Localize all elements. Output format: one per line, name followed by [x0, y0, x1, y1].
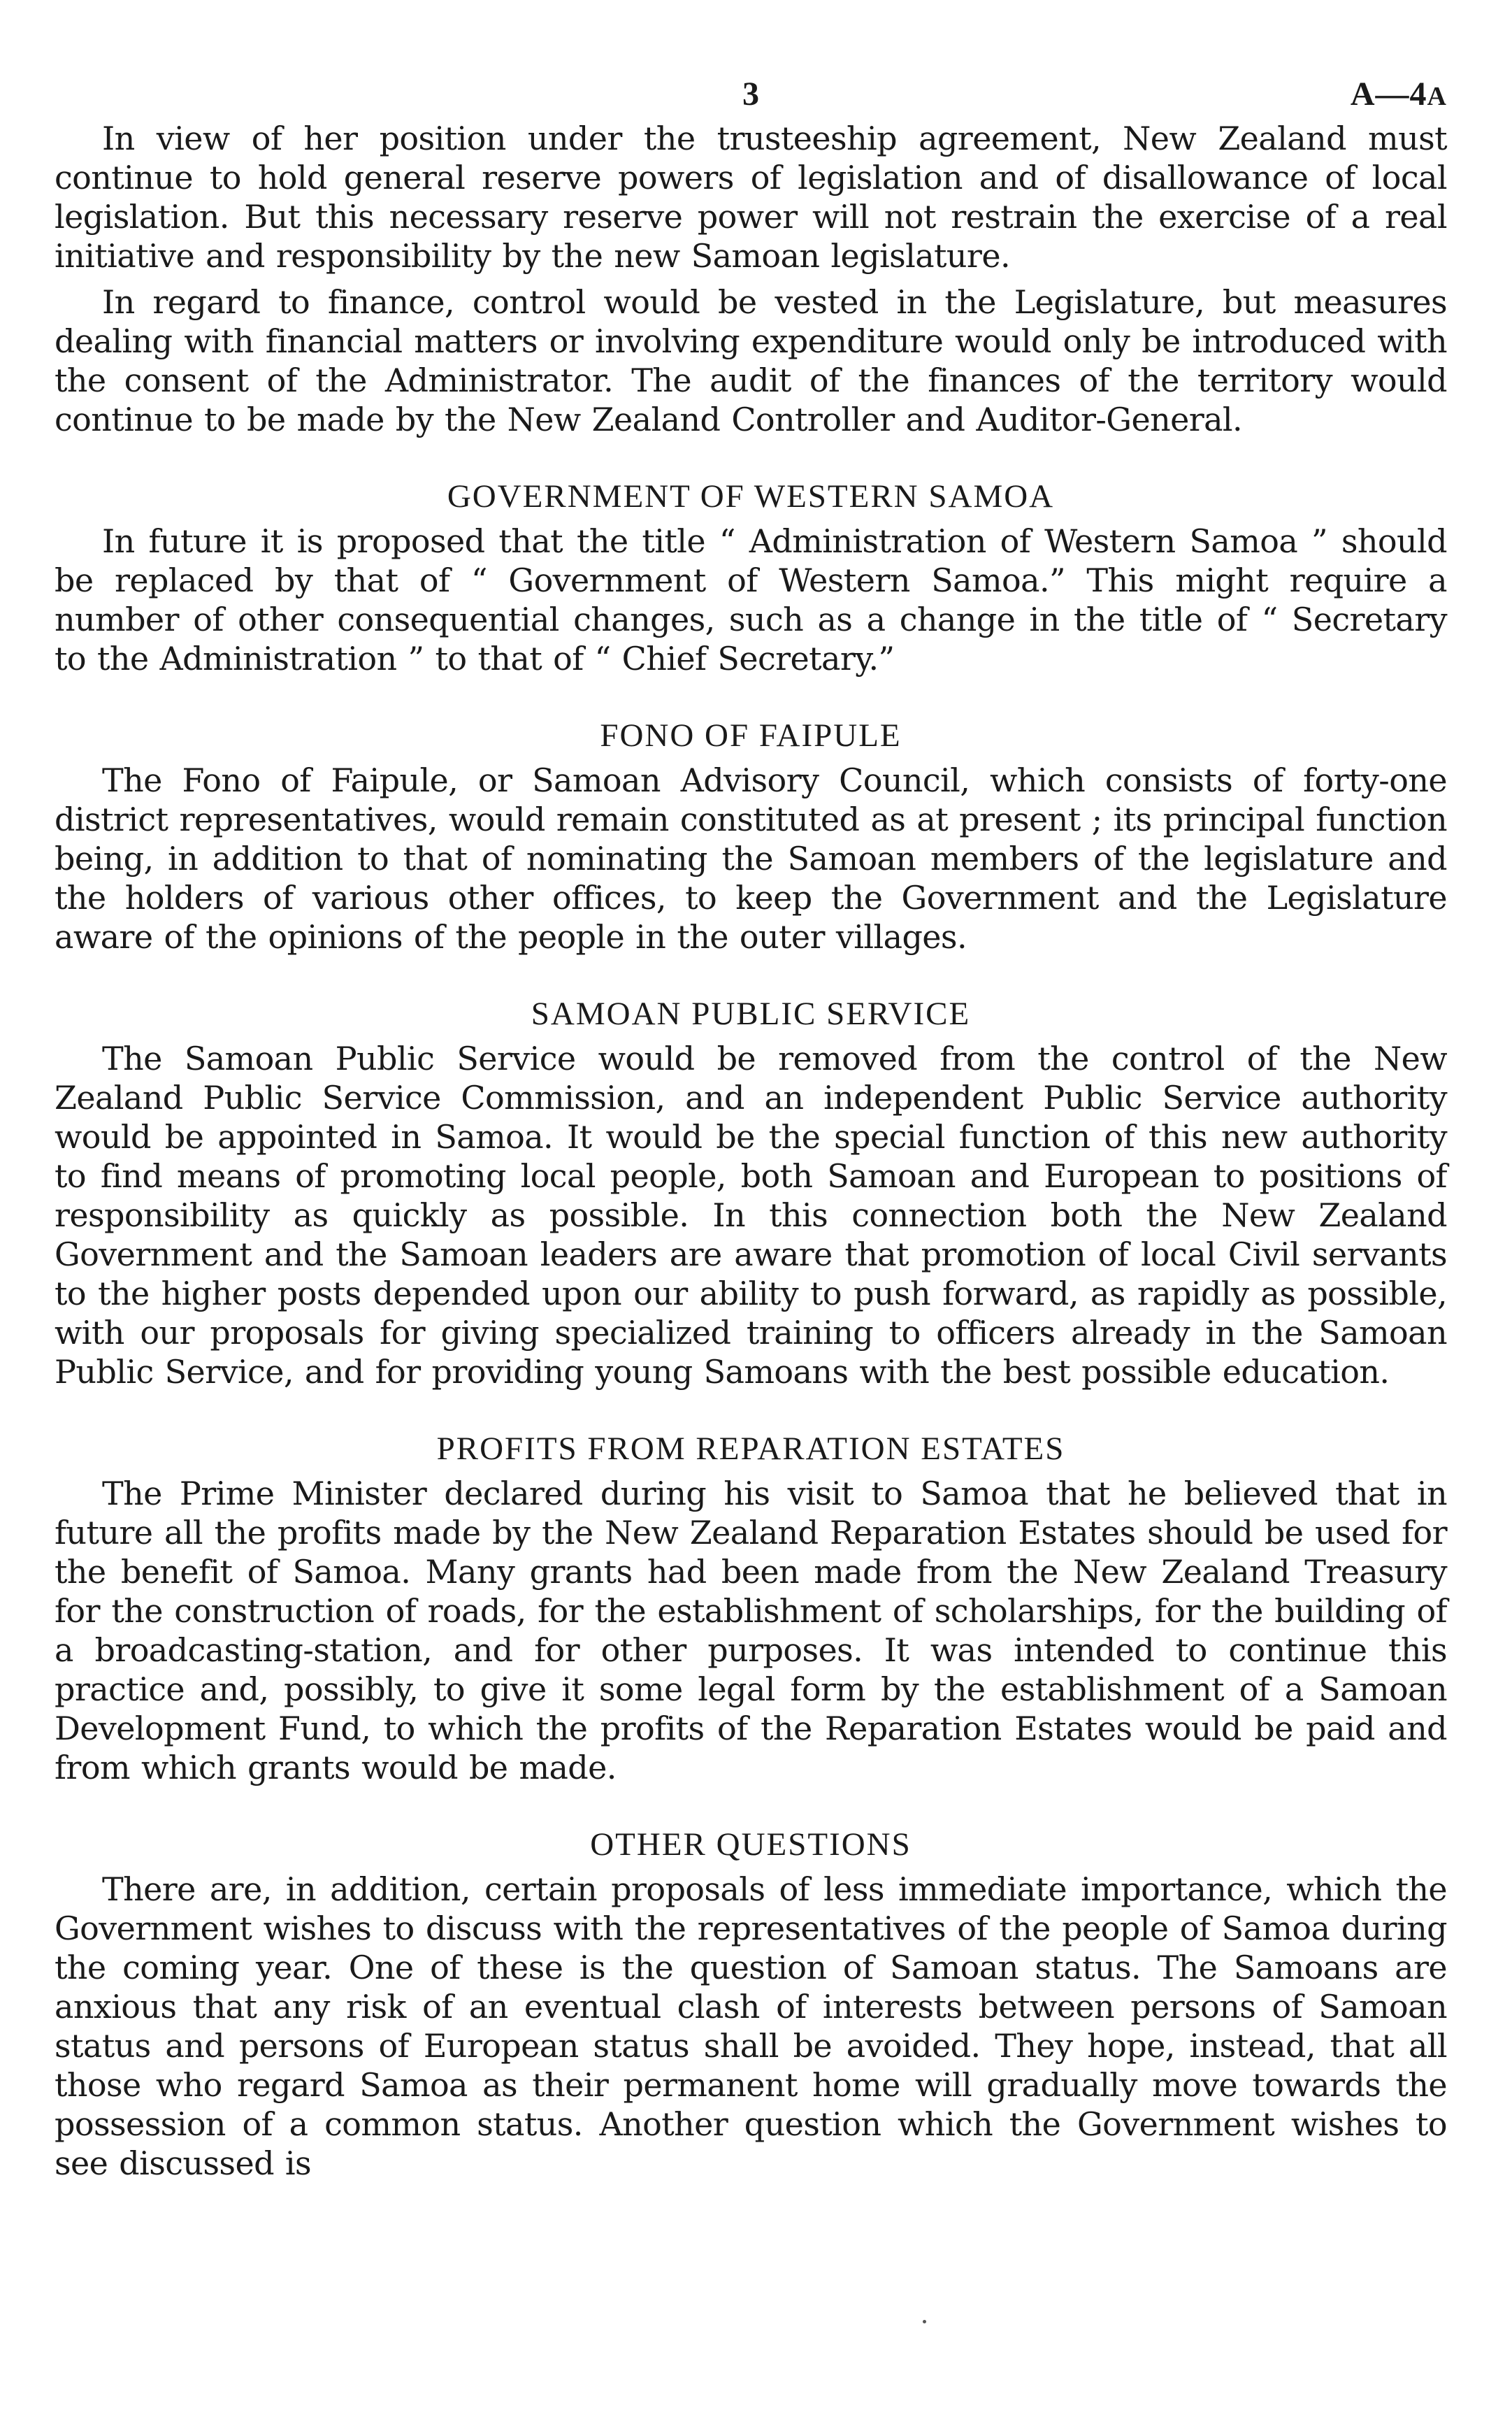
section-samoan-public-service — [55, 993, 1447, 1391]
document-reference-suffix: A — [1427, 82, 1447, 111]
printer-mark — [923, 2320, 926, 2323]
intro-paragraph-2: In regard to finance, control would be vested in the Legislature, but measures dealing with financial matters or involving expenditure would only be introduced with the consent of the Administrator. The audit of the finances of the territory would continue to be made by the New Zealand Controller and Auditor-General. — [55, 283, 1447, 438]
section-other-questions — [55, 1823, 1447, 2183]
intro-section — [55, 119, 1447, 439]
section-heading: PROFITS FROM REPARATION ESTATES — [436, 1431, 1065, 1467]
document-reference — [1351, 70, 1447, 121]
section-heading: SAMOAN PUBLIC SERVICE — [531, 996, 971, 1032]
section-fono-of-faipule — [55, 715, 1447, 956]
page-number: 3 — [742, 76, 759, 113]
section-paragraph: The Samoan Public Service would be removed from the control of the New Zealand Public Service Commission, and an independent Public Service authority would be appointed in Samoa. It would be the special function of this new authority to find means of promoting local people, both Samoan and European to positions of responsibility as quickly as possible. In this connection both the New Zealand Government and the Samoan leaders are aware that promotion of local Civil servants to the higher posts depended upon our ability to push forward, as rapidly as possible, with our proposals for giving specialized training to officers already in the Samoan Public Service, and for providing young Samoans with the best possible education. — [55, 1040, 1447, 1391]
intro-paragraph-1: In view of her position under the trusteeship agreement, New Zealand must continue to hold general reserve powers of legislation and of disallowance of local legislation. But this necessary reserve power will not restrain the exercise of a real initiative and responsibility by the new Samoan legislature. — [55, 120, 1447, 275]
section-heading: FONO OF FAIPULE — [600, 717, 902, 754]
section-paragraph: The Fono of Faipule, or Samoan Advisory Council, which consists of forty-one district representatives, would remain constituted as at present ; its principal function being, in addition to that of nominating the Samoan members of the legislature and the holders of various other offices, to keep the Government and the Legislature aware of the opinions of the people in the outer villages. — [55, 761, 1447, 956]
section-profits-from-reparation-estates — [55, 1428, 1447, 1787]
section-heading: GOVERNMENT OF WESTERN SAMOA — [447, 478, 1055, 515]
document-page — [55, 70, 1447, 2183]
running-header — [55, 70, 1447, 119]
section-paragraph: There are, in addition, certain proposals of less immediate importance, which the Government wishes to discuss with the representatives of the people of Samoa during the coming year. One of these is the question of Samoan status. The Samoans are anxious that any risk of an eventual clash of interests between persons of Samoan status and persons of European status shall be avoided. They hope, instead, that all those who regard Samoa as their permanent home will gradually move towards the possession of a common status. Another question which the Government wishes to see discussed is — [55, 1870, 1447, 2182]
section-government-of-western-samoa — [55, 475, 1447, 678]
section-paragraph: The Prime Minister declared during his visit to Samoa that he believed that in future all the profits made by the New Zealand Reparation Estates should be used for the benefit of Samoa. Many grants had been made from the New Zealand Treasury for the construction of roads, for the establishment of scholarships, for the building of a broadcasting-station, and for other purposes. It was intended to continue this practice and, possibly, to give it some legal form by the establishment of a Samoan Development Fund, to which the profits of the Reparation Estates would be paid and from which grants would be made. — [55, 1475, 1447, 1786]
document-reference-main: A—4 — [1350, 76, 1427, 113]
section-paragraph: In future it is proposed that the title “ Administration of Western Samoa ” should be replaced by that of “ Government of Western Samoa.” This might require a number of other consequential changes, such as a change in the title of “ Secretary to the Administration ” to that of “ Chief Secretary.” — [55, 522, 1447, 678]
section-heading: OTHER QUESTIONS — [590, 1826, 912, 1863]
